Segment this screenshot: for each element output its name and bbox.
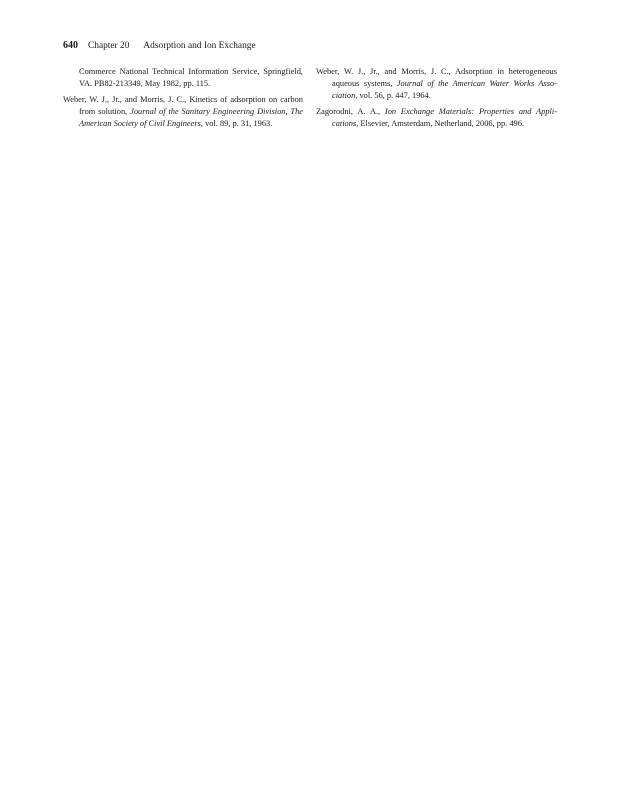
reference-journal: Journal of the Sanitary Engineering Division, The American Society of Civil Engineers (79, 107, 303, 129)
chapter-title: Adsorption and Ion Exchange (143, 41, 256, 51)
left-reference-column (63, 66, 303, 134)
reference-authors-title: Weber, W. J., Jr., and Morris, J. C., Kinetics of adsorption on carbon from solution, (63, 94, 303, 116)
chapter-label: Chapter 20 (88, 41, 130, 51)
reference-authors-title: Weber, W. J., Jr., and Morris, J. C., Adsorption in heterogeneous aqueous systems, (316, 67, 557, 89)
reference-weber-1963 (63, 94, 303, 131)
reference-details: , Elsevier, Amsterdam, Netherland, 2006, pp. 496. (356, 119, 525, 129)
reference-details: , vol. 56, p. 447, 1964. (355, 91, 431, 101)
right-reference-column (316, 66, 557, 134)
reference-weber-1964 (316, 66, 557, 103)
running-head (63, 40, 256, 52)
reference-details: , vol. 89, p. 31, 1963. (200, 119, 273, 129)
reference-authors: Zagorodni, A. A., (316, 107, 385, 116)
reference-text: Commerce National Technical Information Service, Springfield, VA. PB82-213349, May 1982, pp. 115. (79, 67, 303, 89)
reference-continuation (63, 66, 303, 90)
reference-journal: Journal of the American Water Works Association (332, 79, 557, 101)
reference-book-title: Ion Exchange Materials: Properties and Applications (332, 107, 557, 129)
page-number: 640 (63, 40, 78, 51)
reference-zagorodni-2006 (316, 106, 557, 130)
